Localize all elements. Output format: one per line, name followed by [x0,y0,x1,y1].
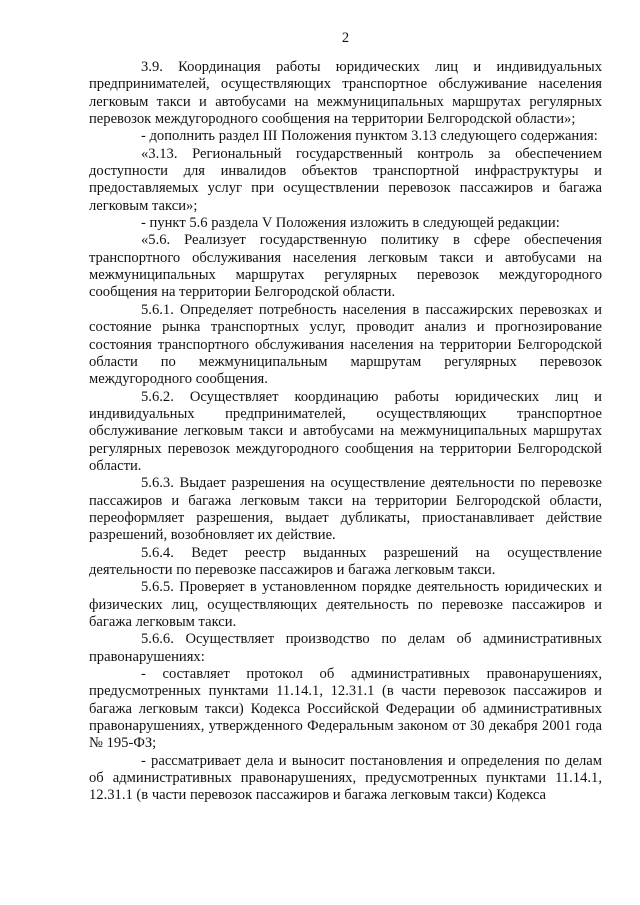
paragraph-amend-5-6: - пункт 5.6 раздела V Положения изложить в следующей редакции: [141,215,560,232]
paragraph-3-9: 3.9. Координация работы юридических лиц и индивидуальных предпринимателей, осуществляющих транспортное обслуживание населения легковым такси и автобусами на межмуниципальных маршрутах регулярных перевозок междугородного сообщения на территории Белгородской области»; [89,59,602,128]
paragraph-5-6: «5.6. Реализует государственную политику в сфере обеспечения транспортного обслуживания населения легковым такси и автобусами на межмуниципальных маршрутах регулярных перевозок междугородного сообщения на территории Белгородской области. [89,232,602,301]
page-number: 2 [341,30,350,46]
paragraph-5-6-4: 5.6.4. Ведет реестр выданных разрешений на осуществление деятельности по перевозке пассажиров и багажа легковым такси. [89,544,602,578]
paragraph-3-13: «3.13. Региональный государственный контроль за обеспечением доступности для инвалидов объектов транспортной инфраструктуры и предоставляемых услуг при осуществлении перевозок пассажиров и багажа легковым такси»; [89,145,602,214]
paragraph-5-6-6: 5.6.6. Осуществляет производство по делам об административных правонарушениях: [89,631,602,665]
paragraph-review-item: - рассматривает дела и выносит постановления и определения по делам об административных правонарушениях, предусмотренных пунктами 11.14.1, 12.31.1 (в части перевозок пассажиров и багажа легковым такси) Кодекса [89,752,602,804]
paragraph-5-6-2: 5.6.2. Осуществляет координацию работы юридических лиц и индивидуальных предпринимателей, осуществляющих транспортное обслуживание легковым такси и автобусами на межмуниципальных маршрутах регулярных перевозок междугородного сообщения на территории Белгородской области. [89,388,602,474]
paragraph-5-6-3: 5.6.3. Выдает разрешения на осуществление деятельности по перевозке пассажиров и багажа легковым такси на территории Белгородской области, переоформляет разрешения, выдает дубликаты, приостанавливает действие разрешений, возобновляет их действие. [89,475,602,544]
paragraph-protocol-item: - составляет протокол об административных правонарушениях, предусмотренных пунктами 11.14.1, 12.31.1 (в части перевозок пассажиров и багажа легковым такси) Кодекса Российской Федерации об административных правонарушениях, утвержденного Федеральным законом от 30 декабря 2001 года № 195-ФЗ; [89,666,602,752]
paragraph-5-6-5: 5.6.5. Проверяет в установленном порядке деятельность юридических и физических лиц, осуществляющих деятельность по перевозке пассажиров и багажа легковым такси. [89,579,602,630]
paragraph-add-section-3-13: - дополнить раздел III Положения пунктом 3.13 следующего содержания: [141,128,598,145]
paragraph-5-6-1: 5.6.1. Определяет потребность населения в пассажирских перевозках и состояние рынка транспортных услуг, проводит анализ и прогнозирование состояния транспортного обслуживания населения на территории Белгородской области по межмуниципальным маршрутам регулярных перевозок междугородного сообщения. [89,301,602,388]
